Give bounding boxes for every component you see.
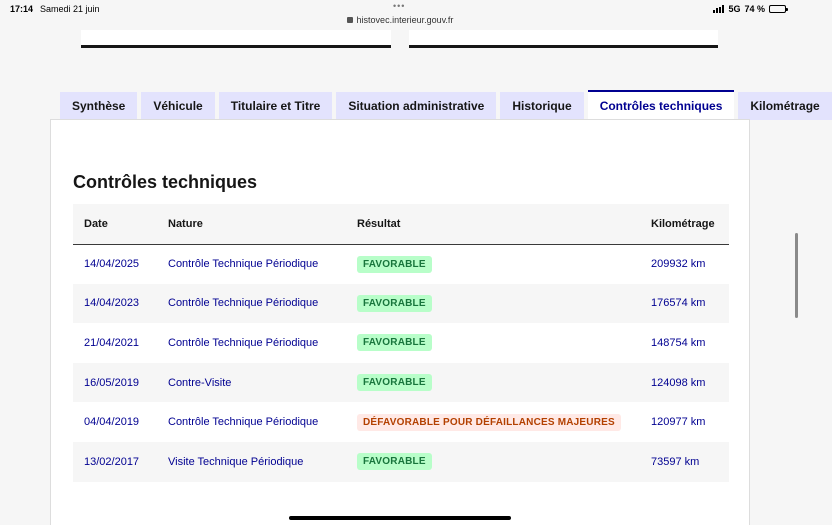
tab-1[interactable]: Synthèse [60,92,137,120]
cell-mileage: 148754 km [651,336,706,349]
table-body [73,244,729,482]
table-row [73,442,729,482]
cell-date: 14/04/2025 [84,258,140,271]
tab-panel [50,119,750,525]
cell-nature: Contrôle Technique Périodique [168,297,319,310]
header-mileage: Kilométrage [651,217,715,230]
cell-nature: Visite Technique Périodique [168,455,304,468]
table-header-row [73,204,729,244]
tab-list [60,90,820,120]
tab-5[interactable]: Historique [500,92,583,120]
result-badge: FAVORABLE [357,334,432,351]
result-badge: FAVORABLE [357,256,432,273]
cell-result [346,284,640,324]
status-indicators [713,4,786,14]
table-row [73,323,729,363]
table-row [73,402,729,442]
cell-date: 14/04/2023 [84,297,140,310]
tab-2[interactable]: Véhicule [141,92,214,120]
cell-mileage: 124098 km [651,376,706,389]
battery-icon [769,5,786,13]
cell-result [346,442,640,482]
summary-card-left [81,30,391,48]
status-time: 17:14 [10,4,34,14]
signal-icon [713,5,724,13]
summary-card-right [409,30,718,48]
tab-bar [60,90,820,120]
network-label: 5G [728,4,741,14]
table-row [73,284,729,324]
result-badge: FAVORABLE [357,453,432,470]
lock-icon [347,17,353,23]
cell-result [346,363,640,403]
cell-result [346,244,640,284]
cell-mileage: 176574 km [651,297,706,310]
cell-result [346,402,640,442]
cell-date: 04/04/2019 [84,416,140,429]
cell-nature: Contrôle Technique Périodique [168,258,319,271]
cell-date: 16/05/2019 [84,376,140,389]
cell-date: 13/02/2017 [84,455,140,468]
home-indicator[interactable] [289,516,511,520]
cell-mileage: 73597 km [651,455,700,468]
cell-nature: Contrôle Technique Périodique [168,336,319,349]
tab-6[interactable]: Contrôles techniques [588,90,735,120]
multitask-dots-icon[interactable]: ••• [393,1,406,11]
tab-4[interactable]: Situation administrative [336,92,496,120]
result-badge: DÉFAVORABLE POUR DÉFAILLANCES MAJEURES [357,414,621,431]
table-row [73,363,729,403]
section-title: Contrôles techniques [73,172,258,192]
result-badge: FAVORABLE [357,295,432,312]
result-badge: FAVORABLE [357,374,432,391]
tab-3[interactable]: Titulaire et Titre [219,92,333,120]
header-nature: Nature [168,217,203,230]
cell-nature: Contre-Visite [168,376,232,389]
header-result: Résultat [357,217,401,230]
table-row [73,244,729,284]
technical-controls-table [73,204,729,482]
cell-date: 21/04/2021 [84,336,140,349]
cell-mileage: 209932 km [651,258,706,271]
tab-7[interactable]: Kilométrage [738,92,831,120]
address-bar[interactable] [0,15,800,25]
status-date: Samedi 21 juin [40,4,100,14]
scrollbar[interactable] [795,233,798,318]
header-date: Date [84,217,108,230]
cell-mileage: 120977 km [651,416,706,429]
url-text: histovec.interieur.gouv.fr [356,15,454,25]
battery-percent: 74 % [744,4,765,14]
cell-nature: Contrôle Technique Périodique [168,416,319,429]
cell-result [346,323,640,363]
status-bar [0,0,800,30]
